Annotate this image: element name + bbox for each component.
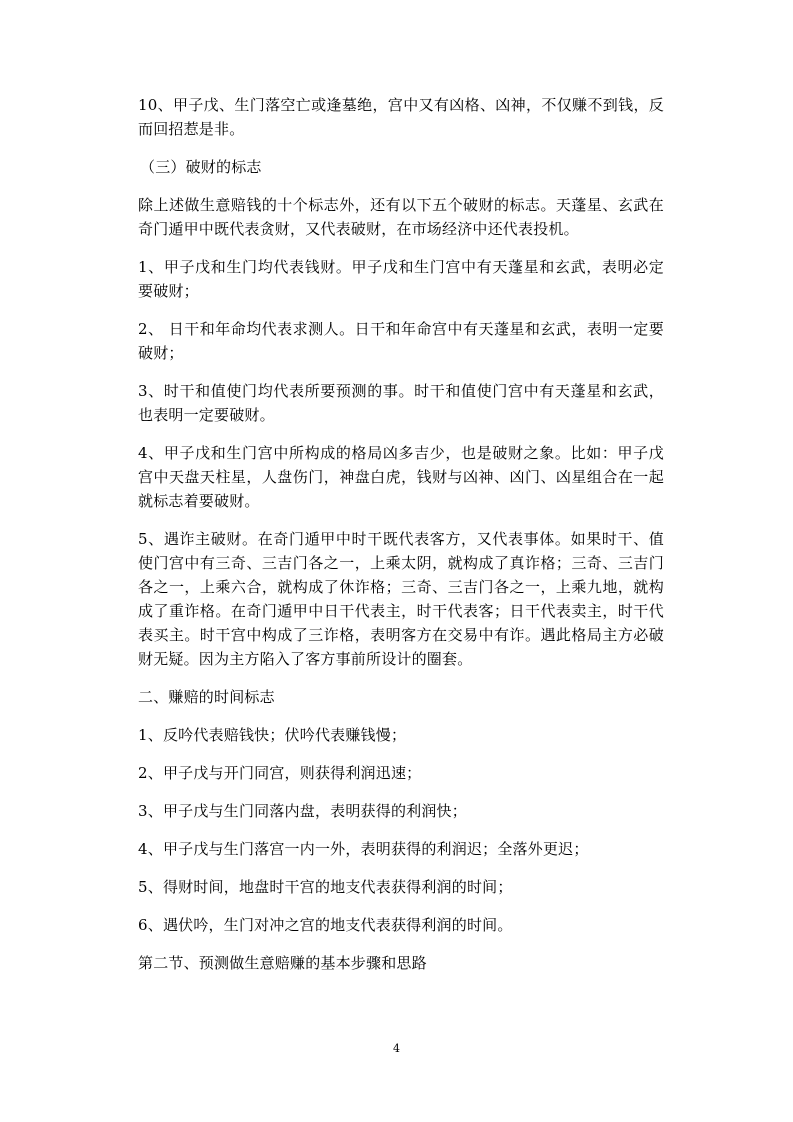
paragraph-item-5: 5、遇诈主破财。在奇门遁甲中时干既代表客方，又代表事体。如果时干、值使门宫中有三奇、三吉门各之一，上乘太阴，就构成了真诈格；三奇、三吉门各之一，上乘六合，就构成了休诈格；三奇、三吉门各之一，上乘九地，就构成了重诈格。在奇门遁甲中日干代表主，时干代表客；日干代表卖主，时干代表买主。时干宫中构成了三诈格，表明客方在交易中有诈。遇此格局主方必破财无疑。因为主方陷入了客方事前所设计的圈套。 bbox=[138, 530, 664, 668]
paragraph-item-3: 3、时干和值使门均代表所要预测的事。时干和值使门宫中有天蓬星和玄武，也表明一定要破财。 bbox=[138, 382, 664, 424]
document-body bbox=[138, 93, 664, 989]
time-item-4: 4、甲子戊与生门落宫一内一外，表明获得的利润迟；全落外更迟； bbox=[138, 840, 589, 858]
section-heading-poc: （三）破财的标志 bbox=[140, 158, 262, 176]
time-item-5: 5、得财时间，地盘时干宫的地支代表获得利润的时间； bbox=[138, 878, 513, 896]
time-item-3: 3、甲子戊与生门同落内盘，表明获得的利润快； bbox=[138, 802, 467, 820]
paragraph-item-1: 1、甲子戊和生门均代表钱财。甲子戊和生门宫中有天蓬星和玄武，表明必定要破财； bbox=[138, 258, 664, 300]
section-heading-time: 二、赚赔的时间标志 bbox=[138, 688, 275, 706]
time-item-2: 2、甲子戊与开门同宫，则获得利润迅速； bbox=[138, 764, 422, 782]
time-item-1: 1、反吟代表赔钱快；伏吟代表赚钱慢； bbox=[138, 726, 407, 744]
paragraph-intro: 除上述做生意赔钱的十个标志外，还有以下五个破财的标志。天蓬星、玄武在奇门遁甲中既代表贪财，又代表破财，在市场经济中还代表投机。 bbox=[138, 196, 664, 238]
paragraph-item-4: 4、甲子戊和生门宫中所构成的格局凶多吉少，也是破财之象。比如：甲子戊宫中天盘天柱星，人盘伤门，神盘白虎，钱财与凶神、凶门、凶星组合在一起就标志着要破财。 bbox=[138, 444, 664, 510]
time-item-6: 6、遇伏吟，生门对冲之宫的地支代表获得利润的时间。 bbox=[138, 916, 513, 934]
section-heading-steps: 第二节、预测做生意赔赚的基本步骤和思路 bbox=[138, 954, 427, 972]
page-number: 4 bbox=[393, 1042, 400, 1055]
paragraph-item-2: 2、 日干和年命均代表求测人。日干和年命宫中有天蓬星和玄武，表明一定要破财； bbox=[138, 320, 664, 362]
paragraph-item-10: 10、甲子戊、生门落空亡或逢墓绝，宫中又有凶格、凶神，不仅赚不到钱，反而回招惹是非。 bbox=[138, 96, 664, 138]
